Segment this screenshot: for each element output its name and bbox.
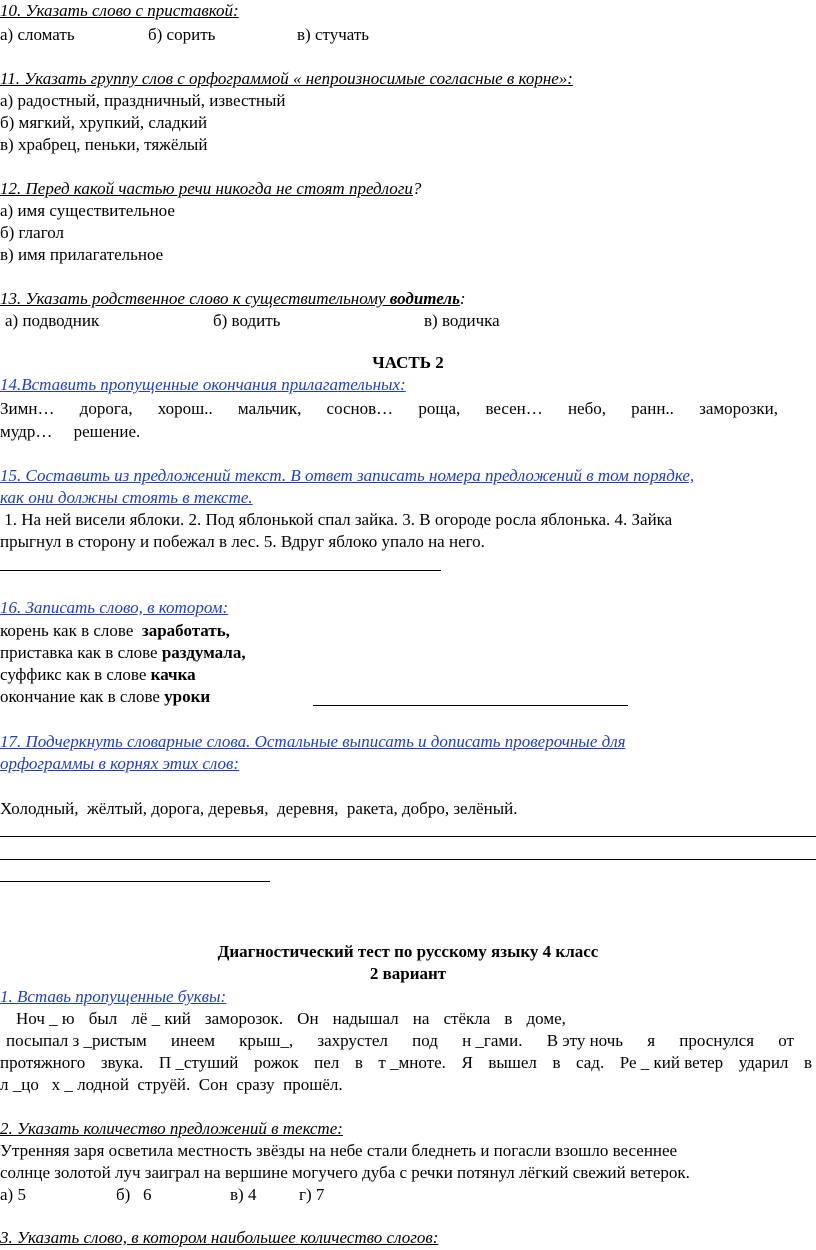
q13-option-a: а) подводник bbox=[5, 311, 100, 330]
q13-title-bold: водитель bbox=[389, 289, 460, 308]
q14-word: небо, bbox=[567, 399, 606, 418]
variant2-heading: Диагностический тест по русскому языку 4 класс bbox=[217, 942, 599, 961]
q16-row-label: корень как в слове bbox=[0, 621, 142, 640]
q10-option-a: а) сломать bbox=[0, 25, 75, 44]
v2q1-word: протяжного bbox=[0, 1053, 86, 1072]
v2q1-word: Ре _ кий ветер bbox=[619, 1053, 724, 1072]
q16-row-label: суффикс как в слове bbox=[0, 665, 151, 684]
v2q1-word: ударил bbox=[738, 1053, 789, 1072]
q12-option-c: в) имя прилагательное bbox=[0, 245, 164, 264]
q17-answer-line[interactable] bbox=[0, 881, 270, 882]
q17-words: Холодный, жёлтый, дорога, деревья, деревня, ракета, добро, зелёный. bbox=[0, 799, 518, 818]
q15-title-line1: 15. Составить из предложений текст. В ответ записать номера предложений в том порядке, bbox=[0, 466, 695, 485]
q15-answer-line[interactable] bbox=[0, 570, 441, 571]
q14-word: хорош.. bbox=[157, 399, 213, 418]
v2q1-line2 bbox=[6, 1030, 794, 1052]
q16-row-prefix bbox=[0, 642, 246, 664]
q13-title-line bbox=[0, 288, 466, 310]
q14-word: мальчик, bbox=[237, 399, 302, 418]
v2q1-word: под bbox=[412, 1031, 438, 1050]
v2q1-word: заморозок. bbox=[204, 1009, 284, 1028]
v2q1-word: В эту ночь bbox=[546, 1031, 624, 1050]
q11-option-a: а) радостный, праздничный, известный bbox=[0, 91, 286, 110]
v2q2-option-a: а) 5 bbox=[0, 1185, 26, 1204]
v2q1-word: я bbox=[647, 1031, 656, 1050]
q14-word: соснов… bbox=[326, 399, 394, 418]
v2q1-word: пел bbox=[314, 1053, 340, 1072]
q14-word: ранн.. bbox=[631, 399, 674, 418]
v2q2-text-line2: солнце золотой луч заиграл на вершине могучего дуба с речки потянул лёгкий свежий ветерок. bbox=[0, 1163, 690, 1182]
q12-title-line bbox=[0, 178, 421, 200]
v2q1-word: рожок bbox=[253, 1053, 299, 1072]
v2q1-word: в bbox=[552, 1053, 561, 1072]
v2q1-word: захрустел bbox=[317, 1031, 388, 1050]
q14-word: роща, bbox=[418, 399, 461, 418]
q12-option-b: б) глагол bbox=[0, 223, 65, 242]
q10-option-b: б) сорить bbox=[148, 25, 216, 44]
q14-word: весен… bbox=[485, 399, 543, 418]
v2q1-line4: л _цо х _ лодной струёй. Сон сразу прошёл. bbox=[0, 1075, 343, 1094]
q16-row-root bbox=[0, 620, 230, 642]
v2q2-option-c: в) 4 bbox=[230, 1185, 257, 1204]
v2q1-line1 bbox=[16, 1008, 566, 1030]
v2q2-option-b: б) 6 bbox=[116, 1185, 152, 1204]
q16-row-word: раздумала, bbox=[161, 643, 246, 662]
v2q3-title: 3. Указать слово, в котором наибольшее количество слогов: bbox=[0, 1228, 439, 1247]
variant2-subheading: 2 вариант bbox=[369, 964, 447, 983]
v2q1-word: в bbox=[504, 1009, 513, 1028]
q13-option-c: в) водичка bbox=[424, 311, 500, 330]
v2q1-word: Я bbox=[461, 1053, 473, 1072]
q10-title: 10. Указать слово с приставкой: bbox=[0, 1, 239, 20]
q16-row-label: приставка как в слове bbox=[0, 643, 162, 662]
q16-answer-line[interactable] bbox=[313, 705, 628, 706]
v2q1-word: П _стуший bbox=[158, 1053, 239, 1072]
q15-text-line1: 1. На ней висели яблоки. 2. Под яблонькой спал зайка. 3. В огороде росла яблонька. 4. Зайка bbox=[0, 510, 673, 529]
v2q1-word: инеем bbox=[170, 1031, 215, 1050]
v2q1-word: лё _ кий bbox=[131, 1009, 191, 1028]
v2q1-word: был bbox=[88, 1009, 118, 1028]
v2q1-word: звука. bbox=[100, 1053, 144, 1072]
q11-title: 11. Указать группу слов с орфограммой « непроизносимые согласные в корне»: bbox=[0, 69, 573, 88]
q13-option-b: б) водить bbox=[213, 311, 281, 330]
v2q1-word: крыш_, bbox=[239, 1031, 294, 1050]
v2q2-title: 2. Указать количество предложений в тексте: bbox=[0, 1119, 343, 1138]
q16-row-word: уроки bbox=[164, 687, 211, 706]
v2q1-word: доме, bbox=[526, 1009, 566, 1028]
q17-answer-line[interactable] bbox=[0, 836, 816, 837]
q14-word: Зимн… bbox=[0, 399, 55, 418]
q16-row-suffix bbox=[0, 664, 196, 686]
q15-title-line2: как они должны стоять в тексте. bbox=[0, 488, 253, 507]
v2q1-word: надышал bbox=[332, 1009, 399, 1028]
v2q2-text-line1: Утренняя заря осветила местность звёзды на небе стали бледнеть и погасли взошло весеннее bbox=[0, 1141, 678, 1160]
q16-row-word: заработать, bbox=[141, 621, 230, 640]
v2q1-word: проснулся bbox=[679, 1031, 755, 1050]
q17-title-line2: орфограммы в корнях этих слов: bbox=[0, 754, 240, 773]
q16-row-word: качка bbox=[150, 665, 196, 684]
q14-word: заморозки, bbox=[699, 399, 778, 418]
q17-answer-line[interactable] bbox=[0, 859, 816, 860]
v2q2-option-d: г) 7 bbox=[299, 1185, 325, 1204]
q11-option-b: б) мягкий, хрупкий, сладкий bbox=[0, 113, 208, 132]
v2q1-word: в bbox=[354, 1053, 363, 1072]
v2q1-word: Ноч _ ю bbox=[16, 1009, 75, 1028]
v2q1-word: в bbox=[803, 1053, 812, 1072]
q12-option-a: а) имя существительное bbox=[0, 201, 175, 220]
q12-title: 12. Перед какой частью речи никогда не стоят предлоги bbox=[0, 179, 413, 198]
q10-option-c: в) стучать bbox=[297, 25, 370, 44]
q12-title-suffix: ? bbox=[412, 179, 422, 198]
v2q1-word: стёкла bbox=[443, 1009, 491, 1028]
q14-word: дорога, bbox=[79, 399, 133, 418]
q16-row-ending bbox=[0, 686, 210, 708]
q16-title: 16. Записать слово, в котором: bbox=[0, 598, 229, 617]
v2q1-word: посыпал з _ристым bbox=[6, 1031, 147, 1050]
v2q1-word: вышел bbox=[488, 1053, 537, 1072]
q14-title: 14.Вставить пропущенные окончания прилагательных: bbox=[0, 375, 406, 394]
q15-text-line2: прыгнул в сторону и побежал в лес. 5. Вдруг яблоко упало на него. bbox=[0, 532, 485, 551]
v2q1-word: сад. bbox=[576, 1053, 605, 1072]
q13-title-post: : bbox=[459, 289, 466, 308]
v2q1-word: Он bbox=[297, 1009, 319, 1028]
q17-title-line1: 17. Подчеркнуть словарные слова. Остальные выписать и дописать проверочные для bbox=[0, 732, 626, 751]
q14-line1 bbox=[0, 398, 778, 420]
q13-title-pre: 13. Указать родственное слово к существительному bbox=[0, 289, 390, 308]
q11-option-c: в) храбрец, пеньки, тяжёлый bbox=[0, 135, 208, 154]
v2q1-line3 bbox=[0, 1052, 812, 1074]
v2q1-title: 1. Вставь пропущенные буквы: bbox=[0, 987, 227, 1006]
v2q1-word: н _гами. bbox=[462, 1031, 523, 1050]
v2q1-word: т _мноте. bbox=[378, 1053, 446, 1072]
q14-line2: мудр… решение. bbox=[0, 422, 141, 441]
part2-heading: ЧАСТЬ 2 bbox=[372, 353, 444, 372]
q16-row-label: окончание как в слове bbox=[0, 687, 165, 706]
v2q1-word: на bbox=[412, 1009, 430, 1028]
v2q1-word: от bbox=[778, 1031, 794, 1050]
